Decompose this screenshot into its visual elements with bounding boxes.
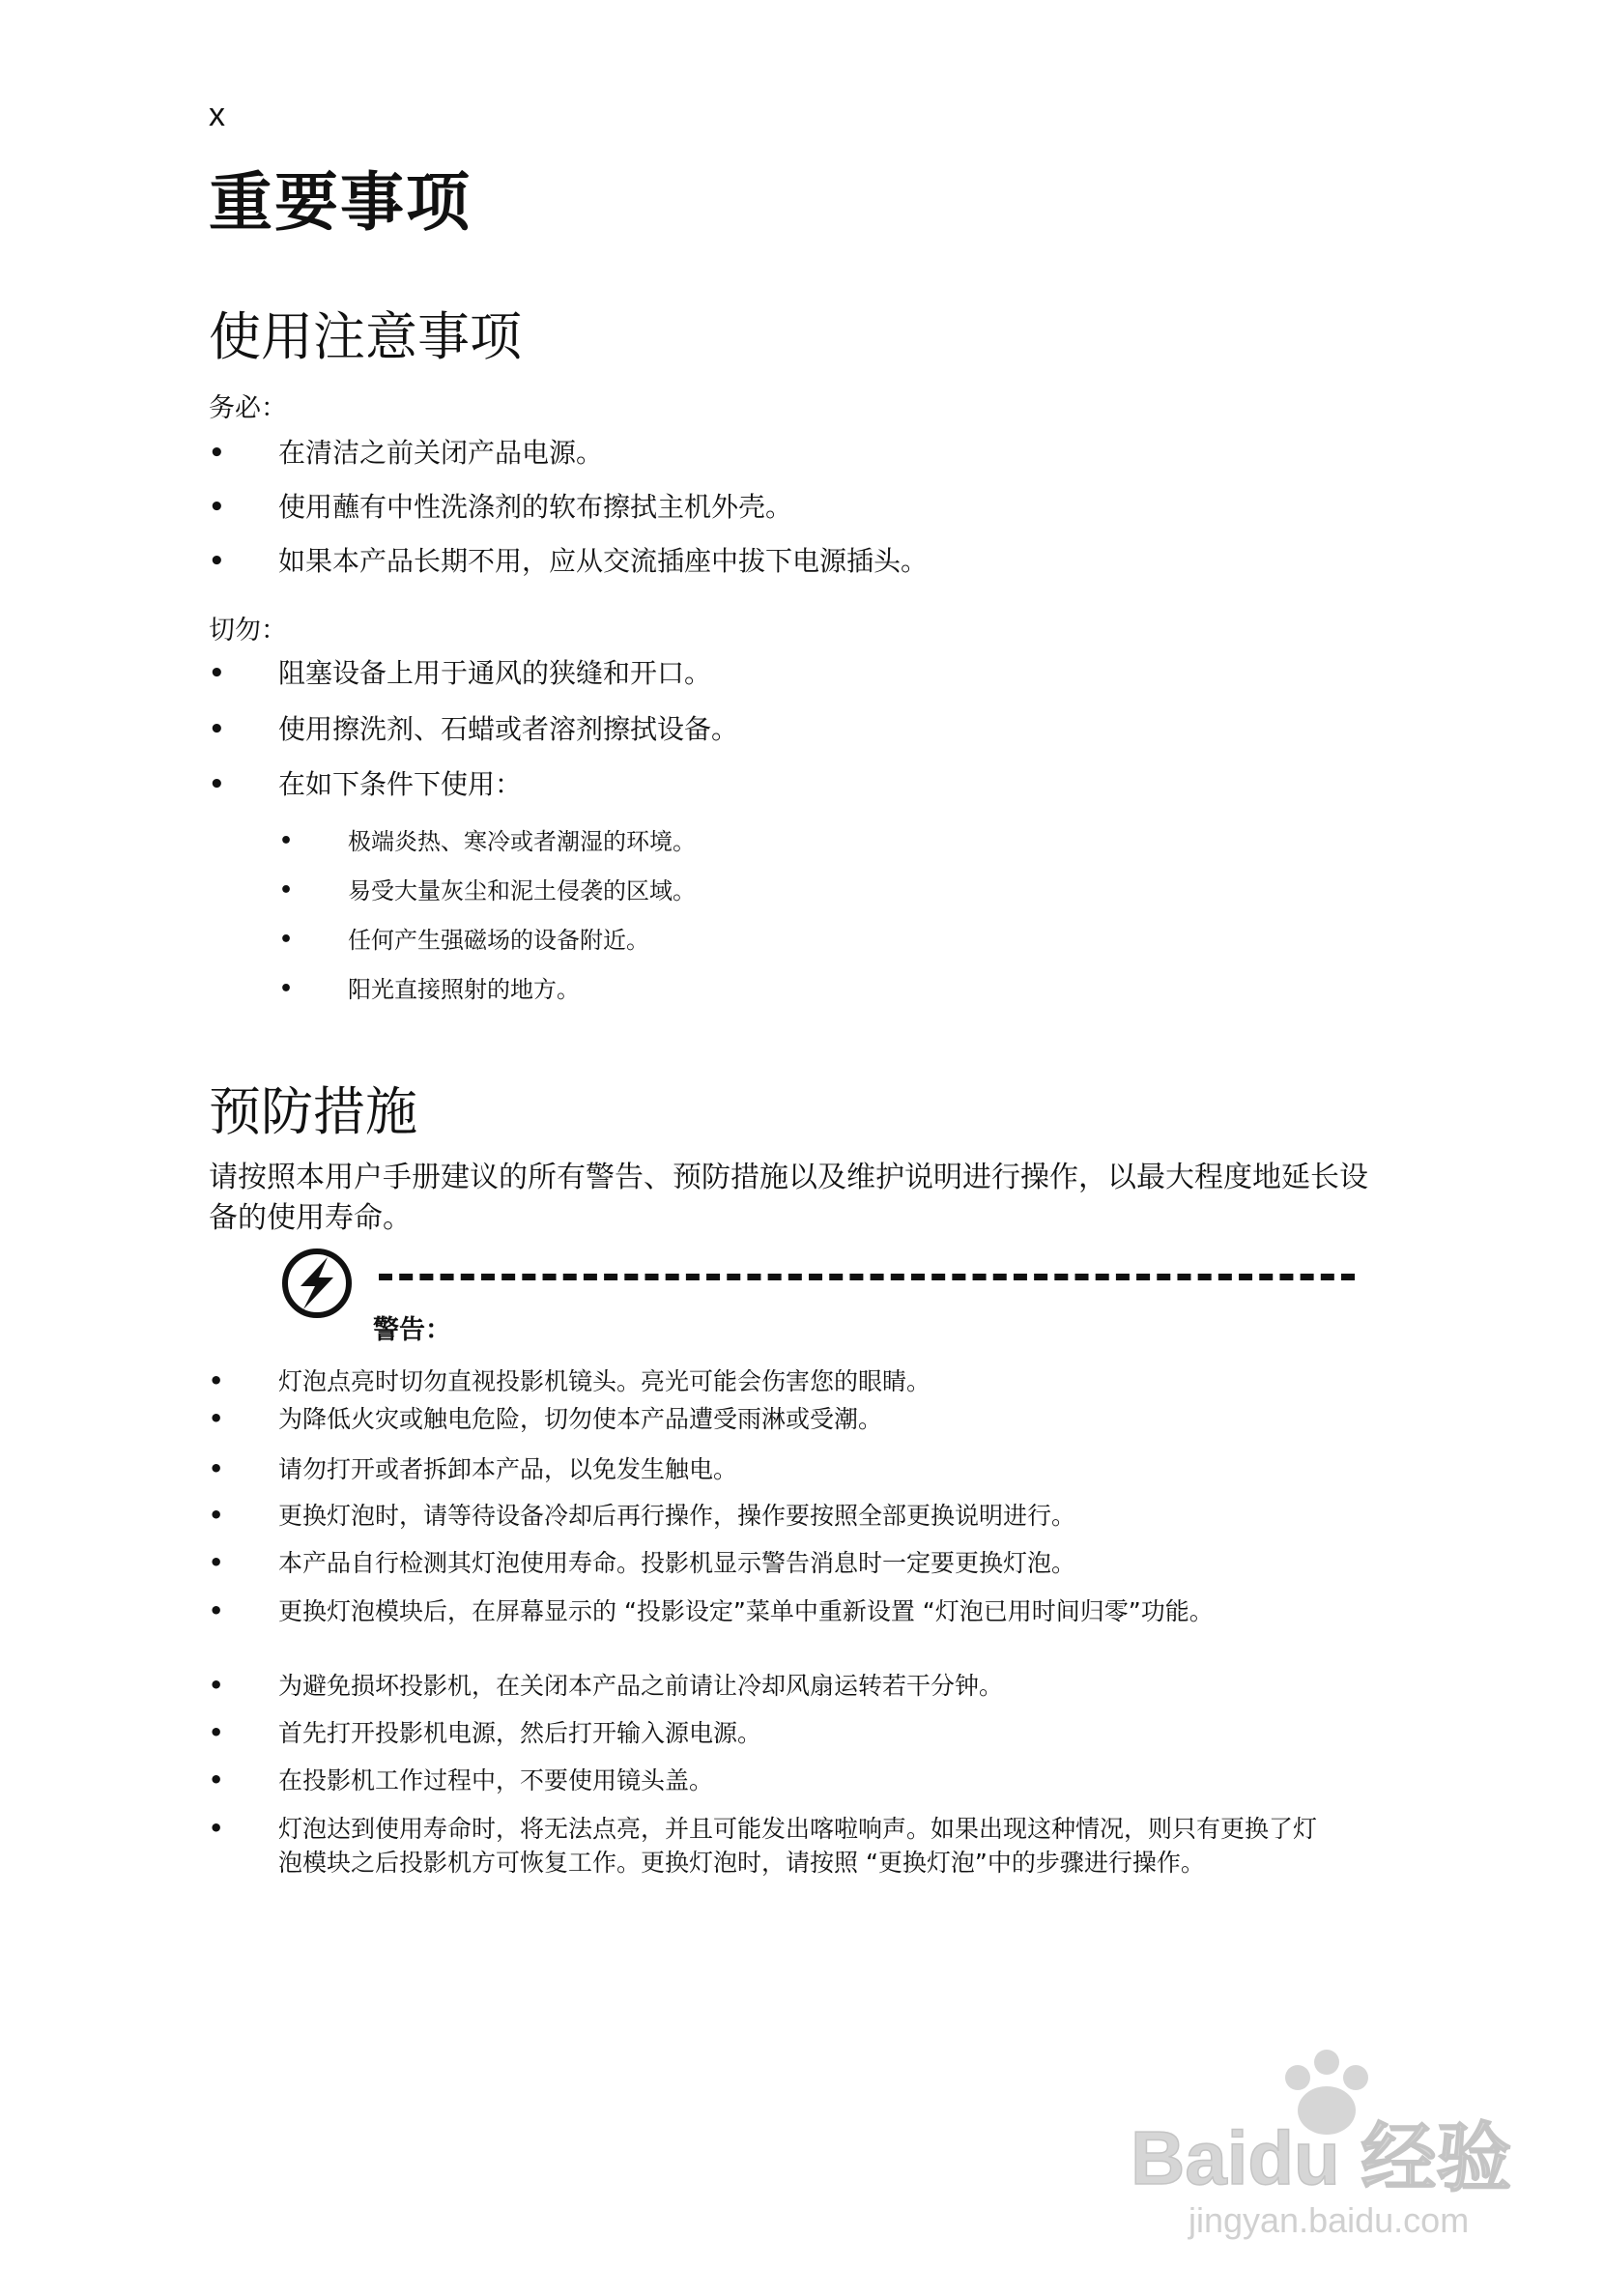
watermark-url: jingyan.baidu.com (1189, 2200, 1470, 2240)
baidu-watermark (1121, 2039, 1527, 2242)
warning-label: 警告： (373, 1315, 451, 1345)
page-title: 重要事项 (209, 165, 472, 240)
never-label: 切勿： (209, 616, 287, 646)
usage-heading: 使用注意事项 (209, 306, 522, 367)
precautions-heading: 预防措施 (209, 1081, 417, 1142)
precautions-intro: 请按照本用户手册建议的所有警告、预防措施以及维护说明进行操作，以最大程度地延长设备的使用寿命。 (209, 1161, 1368, 1235)
must-label: 务必： (209, 393, 287, 423)
warning-divider (379, 1274, 1355, 1280)
page-number: x (209, 97, 225, 133)
lightning-warning-icon (280, 1247, 354, 1320)
manual-page: x 重要事项 使用注意事项 务必： • 在清洁之前关闭产品电源。 • 使用蘸有中性洗涤剂的软布擦拭主机外壳。 • 如果本产品长期不用，应从交流插座中拔下电源插头。 切勿： • 阻塞设备上用于通风的狭缝和开口。 • 使用擦洗剂、石蜡或者溶剂擦拭设备。 • 在如下条件下使用： • 极端炎热、寒冷或者潮湿的环境。 • 易受大量灰尘和泥土侵袭的区域。 • 任何产生强磁场的设备附近。 • 阳光直接照射的地方。 预防措施 请按照本用户手册建议的所有警告、预防措施以及维护说明进行操作，以最大程度地延长设备的使用寿命。 警告： • 灯泡点亮时切勿直视投影机镜头。亮光可能会伤害您的眼睛。 • 为降低火灾或触电危险，切勿使本产品遭受雨淋或受潮。 • 请勿打开或者拆卸本产品，以免发生触电。 • 更换灯泡时，请等待设备冷却后再行操作，操作要按照全部更换说明进行。 • 本产品自行检测其灯泡使用寿命。投影机显示警告消息时一定要更换灯泡。 • 更换灯泡模块后，在屏幕显示的 “投影设定”菜单中重新设置 “灯泡已用时间归零”功能。 • 为避免损坏投影机，在关闭本产品之前请让冷却风扇运转若干分钟。 • 首先打开投影机电源，然后打开输入源电源。 • 在投影机工作过程中，不要使用镜头盖。 • 灯泡达到使用寿命时，将无法点亮，并且可能发出喀啦响声。如果出现这种情况，则只有更换了灯泡模块之后投影机方可恢复工作。更换灯泡时，请按照 “更换灯泡”中的步骤进行操作。 Baidu 经验 jingyan.baidu.com (0, 0, 1604, 2296)
watermark-brand: Baidu 经验 (1131, 2115, 1512, 2200)
